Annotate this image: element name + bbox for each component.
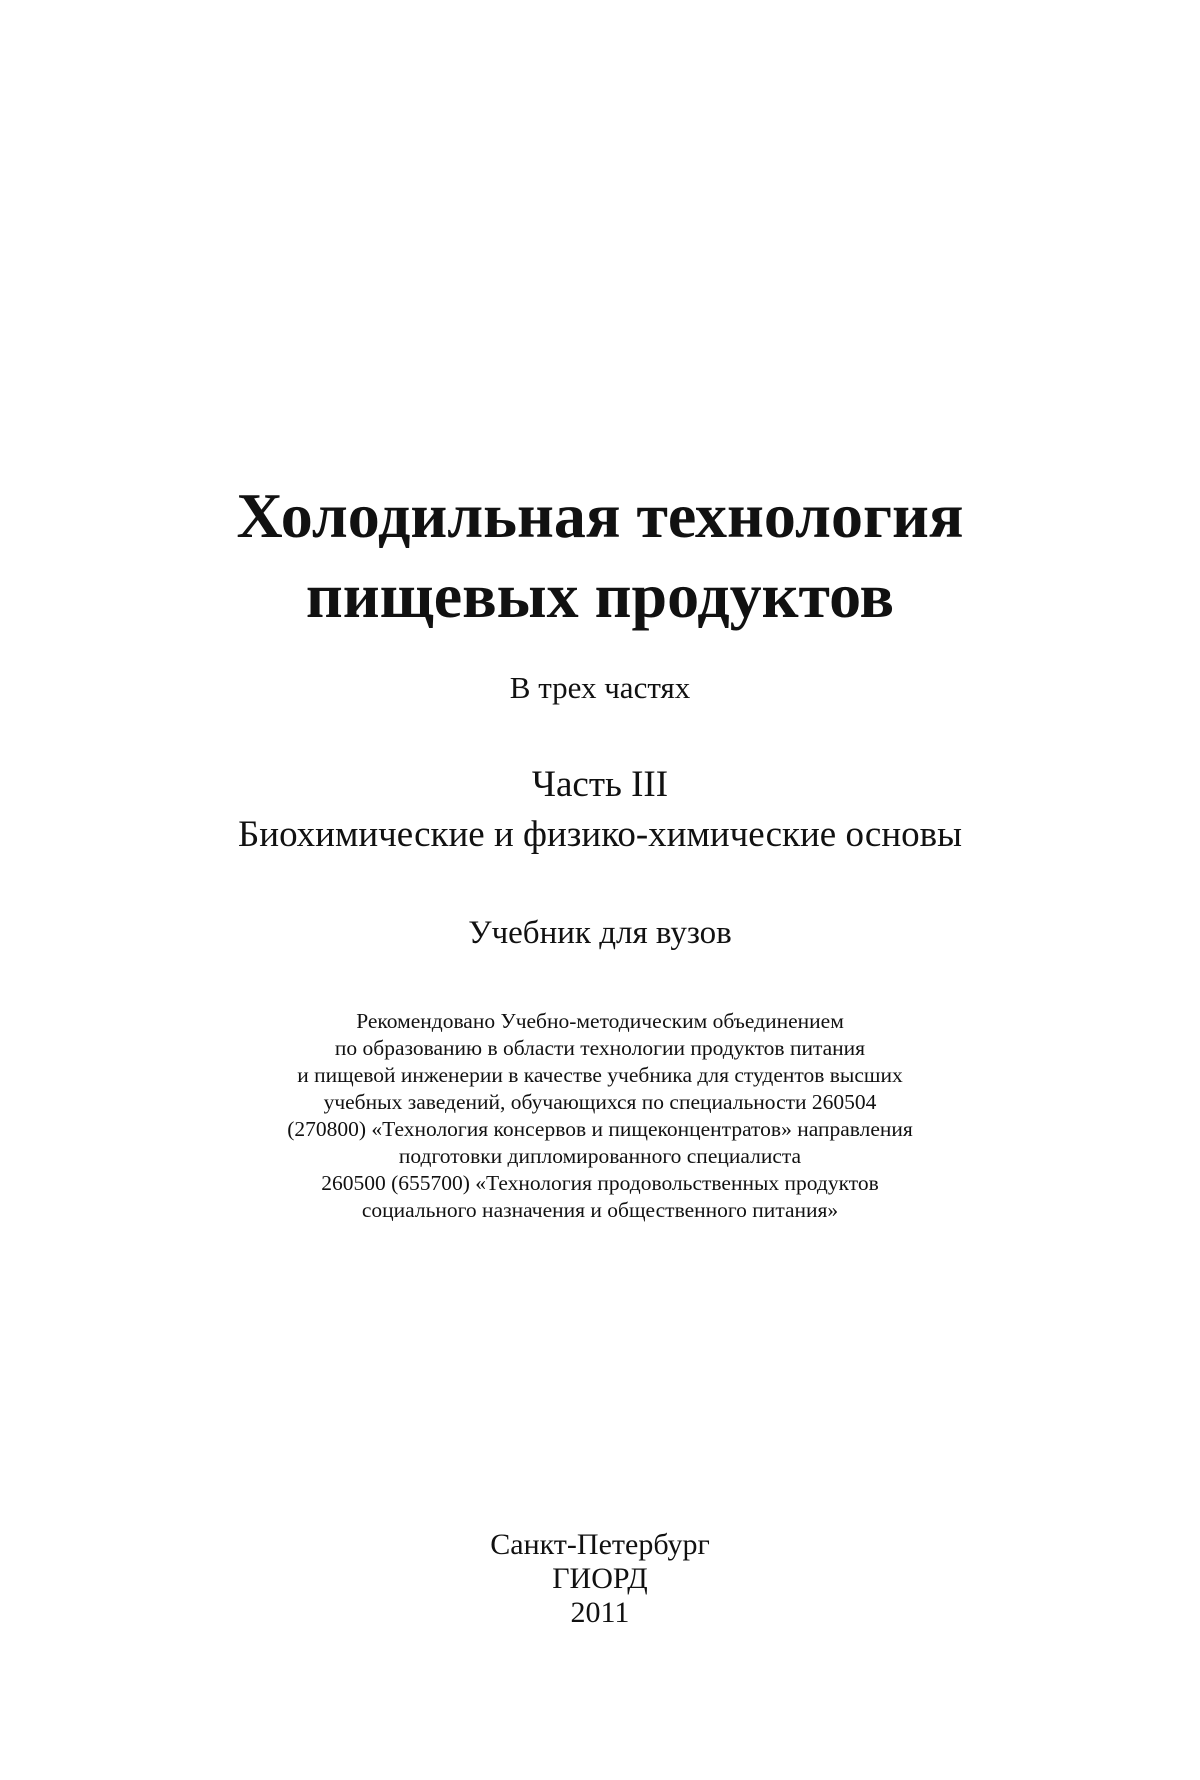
part-name: Биохимические и физико-химические основы xyxy=(238,814,962,855)
book-subtitle: В трех частях xyxy=(509,670,691,705)
imprint-publisher: ГИОРД xyxy=(552,1562,648,1595)
recommendation-line: социального назначения и общественного питания» xyxy=(361,1198,839,1222)
imprint xyxy=(0,1528,1200,1630)
recommendation-line: 260500 (655700) «Технология продовольственных продуктов xyxy=(321,1171,879,1195)
book-title-line-2: пищевых продуктов xyxy=(305,560,895,631)
recommendation-line: (270800) «Технология консервов и пищеконцентратов» направления xyxy=(287,1117,913,1141)
recommendation-line: учебных заведений, обучающихся по специальности 260504 xyxy=(323,1090,877,1114)
part-heading xyxy=(0,760,1200,860)
imprint-city: Санкт-Петербург xyxy=(490,1528,710,1561)
recommendation-line: по образованию в области технологии продуктов питания xyxy=(334,1036,866,1060)
imprint-year: 2011 xyxy=(570,1596,630,1629)
recommendation-line: Рекомендовано Учебно-методическим объединением xyxy=(356,1009,844,1033)
recommendation-text xyxy=(0,1008,1200,1224)
recommendation-line: подготовки дипломированного специалиста xyxy=(398,1144,802,1168)
book-title-line-1: Холодильная технология xyxy=(236,480,964,551)
book-title xyxy=(0,476,1200,636)
recommendation-line: и пищевой инженерии в качестве учебника для студентов высших xyxy=(297,1063,903,1087)
book-type: Учебник для вузов xyxy=(468,915,732,951)
part-number: Часть III xyxy=(531,764,669,805)
